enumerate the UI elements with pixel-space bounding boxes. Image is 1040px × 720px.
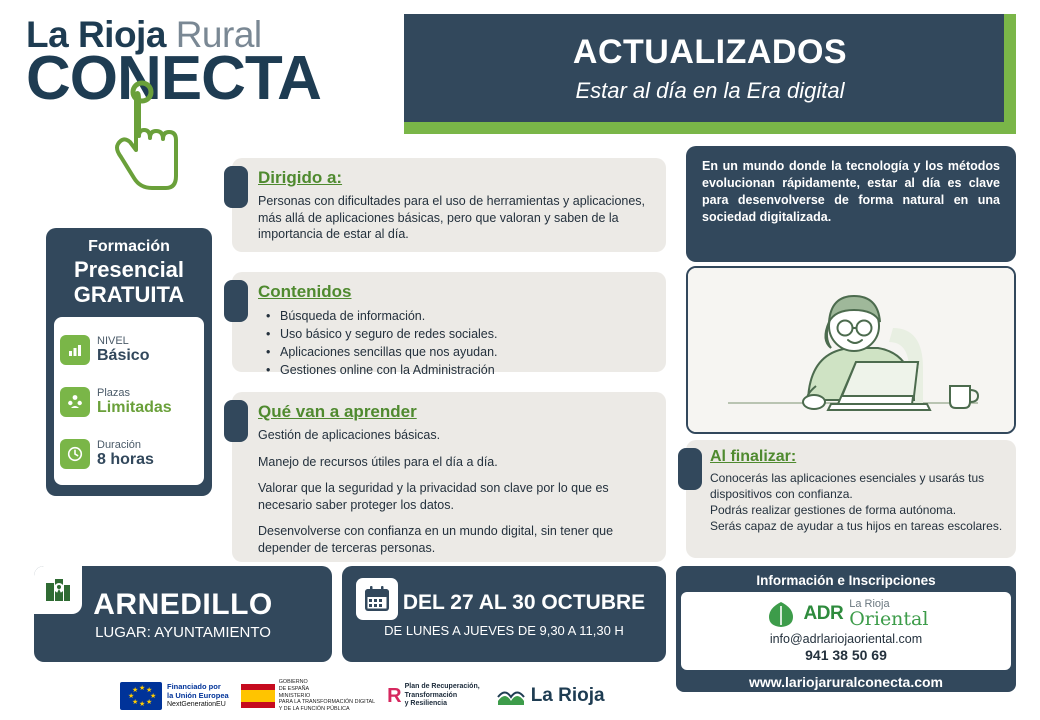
card-dirigido-a — [232, 158, 666, 252]
gob-line4: PARA LA TRANSFORMACIÓN DIGITAL — [278, 699, 376, 706]
attribute-nivel — [60, 324, 198, 376]
header-title-box — [404, 14, 1016, 122]
presencial-label: Presencial — [73, 257, 185, 282]
attribute-duracion-label: Duración — [97, 439, 142, 452]
card-tab — [678, 448, 702, 490]
aprender-paragraph: Valorar que la seguridad y la privacidad son clave por lo que es necesario saber proteger los datos. — [258, 481, 609, 512]
hand-pointer-icon — [90, 66, 200, 196]
prtr-line2: Transformación — [404, 691, 458, 699]
adr-line2: Oriental — [849, 608, 929, 630]
course-info-card — [46, 228, 212, 496]
gratuita-label: GRATUITA — [73, 282, 185, 307]
gob-line5: Y DE LA FUNCIÓN PÚBLICA — [278, 706, 350, 713]
aprender-paragraph: Manejo de recursos útiles para el día a día. — [258, 454, 498, 469]
aprender-paragraph: Gestión de aplicaciones básicas. — [258, 428, 441, 442]
spain-flag-icon — [241, 684, 275, 708]
list-item: • Uso básico y seguro de redes sociales. — [258, 325, 652, 343]
eu-line3: NextGenerationEU — [167, 700, 226, 708]
attribute-nivel-label: NIVEL — [97, 335, 129, 348]
card-final-title: Al finalizar: — [710, 448, 797, 465]
calendar-icon — [356, 578, 398, 620]
formacion-label: Formación — [88, 238, 170, 255]
info-inner — [681, 592, 1011, 670]
larioja-text: La Rioja — [530, 685, 605, 706]
adr-logo — [687, 596, 1005, 632]
contenidos-list — [258, 307, 652, 380]
course-attributes — [54, 317, 204, 485]
eu-funding-logo — [120, 682, 229, 710]
final-paragraph: Podrás realizar gestiones de forma autónoma. — [710, 502, 957, 517]
page-title: ACTUALIZADOS — [572, 32, 848, 71]
info-title: Información e Inscripciones — [756, 573, 936, 588]
card-contenidos-title: Contenidos — [258, 282, 352, 301]
card-tab — [224, 280, 248, 322]
list-item: • Gestiones online con la Administración — [258, 361, 652, 379]
info-phone[interactable]: 941 38 50 69 — [805, 647, 887, 663]
larioja-emblem-icon — [496, 685, 526, 707]
prtr-mark: R — [387, 684, 401, 707]
woman-laptop-illustration — [688, 268, 1016, 434]
eu-text — [167, 683, 229, 709]
attribute-plazas-value: Limitadas — [97, 399, 172, 417]
adr-text — [849, 599, 928, 629]
adr-line1: La Rioja — [849, 598, 890, 610]
card-dirigido-body: Personas con dificultades para el uso de herramientas y aplicaciones, más allá de aplicaciones básicas, pero que valoran y saben de la importancia de estar al día. — [258, 194, 646, 241]
gob-line2: DE ESPAÑA — [278, 685, 310, 692]
header-green-bar — [404, 122, 1016, 134]
eu-line2: la Unión Europea — [167, 690, 229, 700]
card-al-finalizar — [686, 440, 1016, 558]
card-contenidos — [232, 272, 666, 378]
location-city: ARNEDILLO — [93, 587, 273, 621]
location-place: LUGAR: AYUNTAMIENTO — [95, 623, 271, 641]
final-paragraph: Serás capaz de ayudar a tus hijos en tareas escolares. — [710, 518, 1003, 533]
header-green-bar-right — [1004, 14, 1016, 134]
dates-sub: DE LUNES A JUEVES DE 9,30 A 11,30 H — [384, 622, 624, 638]
attribute-duracion-value: 8 horas — [97, 451, 154, 469]
list-item: • Aplicaciones sencillas que nos ayudan. — [258, 343, 652, 361]
card-que-van-a-aprender — [232, 392, 666, 562]
list-item: • Búsqueda de información. — [258, 307, 652, 325]
clock-icon — [60, 439, 90, 469]
quote-box: En un mundo donde la tecnología y los métodos evolucionan rápidamente, estar al día es clave para desenvolverse de forma natural en una sociedad digitalizada. — [686, 146, 1016, 262]
gob-line1: GOBIERNO — [278, 679, 308, 686]
illustration-woman-laptop — [686, 266, 1016, 434]
adr-leaf-icon — [764, 600, 798, 628]
attribute-plazas — [60, 376, 198, 428]
info-email[interactable]: info@adrlariojaoriental.com — [769, 632, 923, 646]
card-dirigido-title: Dirigido a: — [258, 168, 343, 187]
card-aprender-title: Qué van a aprender — [258, 402, 417, 421]
dates-main: DEL 27 AL 30 OCTUBRE — [402, 590, 646, 614]
chart-bars-icon — [60, 335, 90, 365]
people-icon — [60, 387, 90, 417]
brand-larioja: La Rioja — [26, 14, 166, 55]
larioja-gov-logo — [496, 685, 605, 707]
attribute-duracion — [60, 428, 198, 480]
attribute-plazas-label: Plazas — [97, 387, 131, 400]
card-tab — [224, 400, 248, 442]
info-website[interactable]: www.lariojaruralconecta.com — [749, 674, 943, 690]
card-tab — [224, 166, 248, 208]
final-paragraph: Conocerás las aplicaciones esenciales y usarás tus dispositivos con confianza. — [710, 471, 985, 501]
prtr-logo — [387, 683, 480, 709]
adr-mark: ADR — [803, 603, 844, 624]
prtr-text — [405, 683, 480, 709]
eu-flag-icon: ★ ★ ★ ★ ★ ★ ★ ★ — [120, 682, 162, 710]
attribute-nivel-value: Básico — [97, 347, 150, 365]
footer-logos — [120, 676, 640, 716]
prtr-line3: y Resiliencia — [404, 700, 448, 708]
brand-conecta: CONECTA — [26, 44, 321, 113]
eu-line1: Financiado por — [167, 682, 221, 692]
aprender-paragraph: Desenvolverse con confianza en un mundo digital, sin tener que depender de terceras personas. — [258, 524, 614, 555]
brand-rural: Rural — [175, 14, 262, 55]
page-subtitle: Estar al día en la Era digital — [575, 77, 845, 103]
prtr-line1: Plan de Recuperación, — [404, 682, 480, 690]
gobierno-espana-logo — [241, 679, 375, 713]
map-pin-icon — [34, 566, 82, 614]
info-inscripciones-box — [676, 566, 1016, 692]
gob-line3: MINISTERIO — [278, 692, 311, 699]
gob-text — [279, 679, 375, 713]
